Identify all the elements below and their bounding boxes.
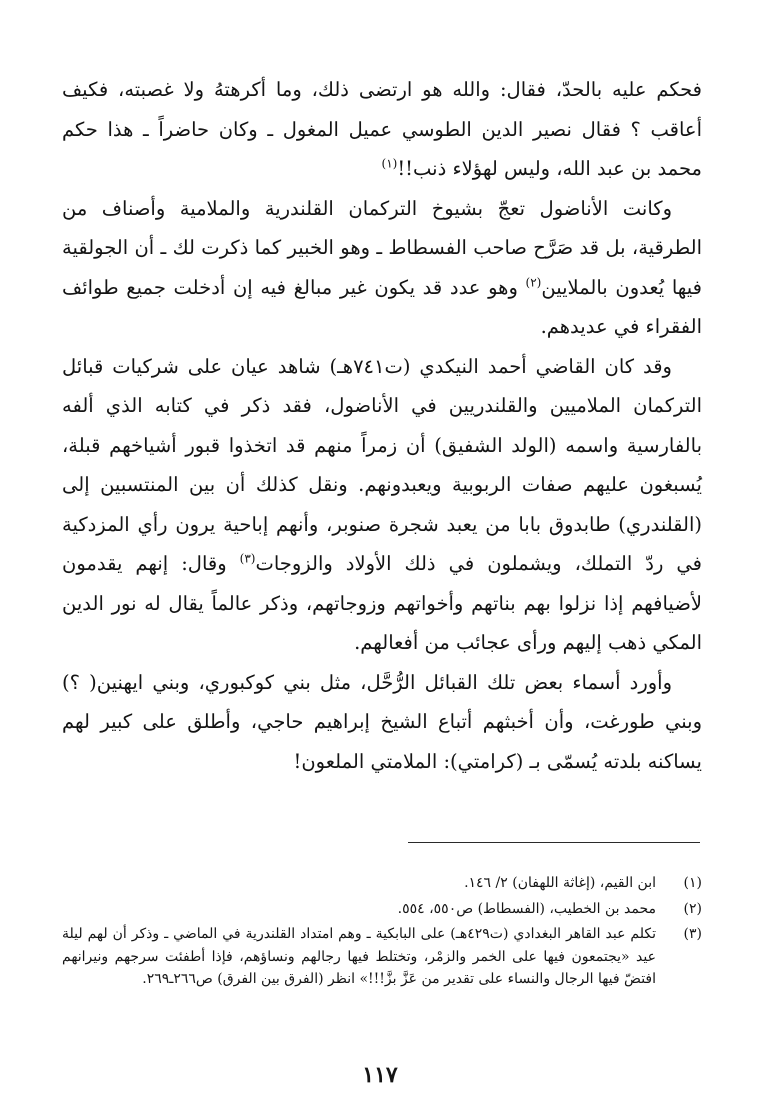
- footnote-2: [62, 898, 702, 921]
- footnote-ref-1: (١): [381, 156, 398, 171]
- paragraph-1: فحكم عليه بالحدّ، فقال: والله هو ارتضى ذلك، وما أكرهتهُ ولا غصبته، فكيف أعاقب ؟ فقال نصير الدين الطوسي عميل المغول ـ وكان حاضراً ـ هذا حكم محمد بن عبد الله، وليس لهؤلاء ذنب!!$^{(١)}$: [62, 78, 702, 180]
- footnote-number: (٢): [683, 900, 702, 917]
- paragraph-3: وقد كان القاضي أحمد النيكدي (ت٧٤١هـ) شاهد عيان على شركيات قبائل التركمان الملاميين والقلندريين في الأناضول، فقد ذكر في كتابه الذي ألفه بالفارسية واسمه (الولد الشفيق) أن زمراً منهم قد اتخذوا قبور أشياخهم قبلة، يُسبغون عليهم صفات الربوبية ويعبدونهم. ونقل كذلك أن بين المنتسبين إلى (القلندري) طابدوق بابا من يعبد شجرة صنوبر، وأنهم إباحية يرون رأي المزدكية في ردّ التملك، ويشملون في ذلك الأولاد والزوجات$^{(٣)}$ وقال: إنهم يقدمون لأضيافهم إذا نزلوا بهم بناتهم وأخواتهم وزوجاتهم، وذكر عالماً يقال له نور الدين المكي ذهب إليهم ورأى عجائب من أفعالهم.: [62, 354, 702, 654]
- footnote-number: (٣): [683, 926, 702, 942]
- footnote-text: تكلم عبد القاهر البغدادي (ت٤٢٩هـ) على البابكية ـ وهم امتداد القلندرية في الماضي ـ وذكر أن لهم ليلة عيد «يجتمعون فيها على الخمر والزمْر، وتختلط فيها رجالهم ونساؤهم، فإذا أطفئت سرجهم ونيرانهم افتضّ فيها الرجال والنساء على تقدير من عَزَّ بزَّ!!!» انظر (الفرق بين الفرق) ص٢٦٦ـ٢٦٩.: [62, 926, 656, 987]
- footnote-text: ابن القيم، (إغاثة اللهفان) ٢/ ١٤٦.: [464, 875, 656, 891]
- footnote-separator: [408, 842, 700, 843]
- footnote-text: محمد بن الخطيب، (الفسطاط) ص٥٥٠، ٥٥٤.: [397, 900, 656, 917]
- paragraph-4: وأورد أسماء بعض تلك القبائل الرُّحَّل، مثل بني كوكبوري، وبني ايهنين( ؟) وبني طورغت، وأن أخبثهم أتباع الشيخ إبراهيم حاجي، وأطلق على كبير لهم يساكنه بلدته يُسمّى بـ (كرامتي): الملامتي الملعون!: [62, 670, 702, 773]
- paragraph-2: وكانت الأناضول تعجّ بشيوخ التركمان القلندرية والملامية وأصناف من الطرقية، بل قد صَرَّح صاحب الفسطاط ـ وهو الخبير كما ذكرت لك ـ أن الجولقية فيها يُعدون بالملايين$^{(٢)}$ وهو عدد قد يكون غير مبالغ فيه إن أدخلت جميع طوائف الفقراء في عديدهم.: [62, 196, 702, 338]
- footnote-ref-2: (٢): [525, 275, 542, 289]
- footnotes: [62, 872, 702, 994]
- footnote-1: [62, 872, 702, 895]
- footnote-ref-3: (٣): [239, 551, 256, 566]
- footnote-number: (١): [683, 875, 702, 891]
- page-number: ١١٧: [362, 1062, 398, 1088]
- footnote-3: [62, 923, 702, 991]
- main-text: [62, 70, 702, 781]
